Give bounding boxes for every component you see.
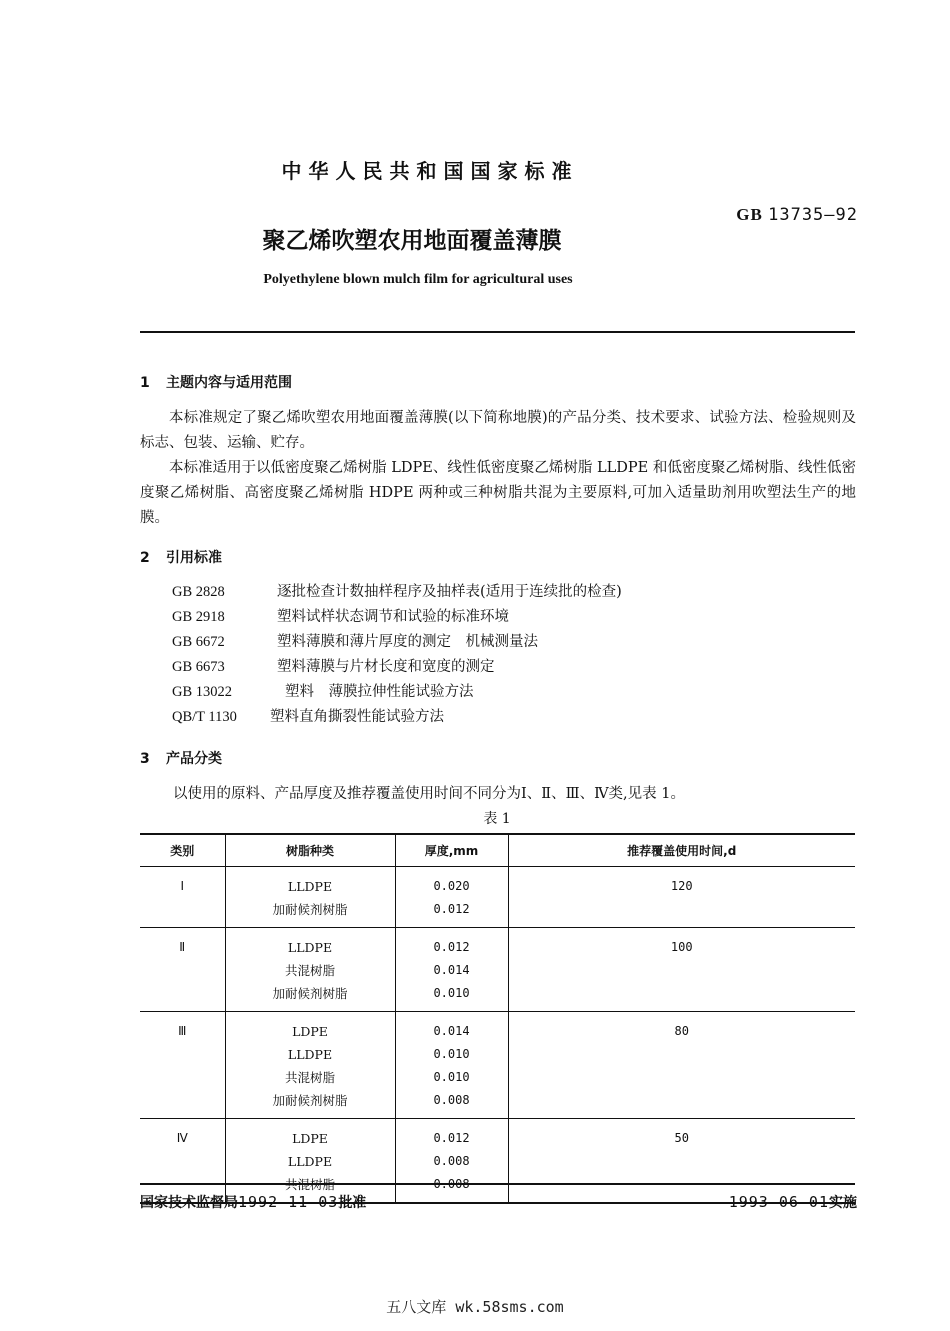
column-header-thickness: 厚度,mm [395,834,508,867]
effective-suffix: 实施 [829,1195,857,1211]
duration-value: 100 [670,940,693,954]
reference-title: 塑料薄膜与片材长度和宽度的测定 [277,659,495,675]
resin-value: 加耐候剂树脂 [272,986,348,1001]
category-value: Ⅱ [179,940,186,954]
table-row [140,867,855,928]
thickness-value: 0.014 [433,963,470,977]
issuing-organization [0,155,950,184]
thickness-value: 0.010 [433,1070,470,1084]
reference-item [172,580,622,605]
reference-code: GB 13022 [172,684,233,700]
reference-item [172,680,622,705]
title-english [0,272,950,288]
table-row [140,928,855,1012]
section-2-heading [140,547,222,567]
resin-value: LLDPE [287,1154,333,1169]
section-3-heading [140,748,222,768]
reference-title: 逐批检查计数抽样程序及抽样表(适用于连续批的检查) [277,584,622,600]
title-chinese [0,222,950,255]
thickness-value: 0.010 [433,986,470,1000]
section-1-paragraph-1: 本标准规定了聚乙烯吹塑农用地面覆盖薄膜(以下简称地膜)的产品分类、技术要求、试验方法、检验规则及标志、包装、运输、贮存。 [140,410,856,451]
cell-thickness [395,1012,508,1119]
table-caption-text: 表 1 [483,811,511,827]
header-divider [140,331,855,333]
thickness-value: 0.008 [433,1177,470,1191]
section-number: 3 [140,751,150,767]
watermark: 五八文库 wk.58sms.com [386,1298,564,1316]
reference-title: 塑料薄膜和薄片厚度的测定 机械测量法 [277,634,538,650]
footer-divider [140,1183,855,1185]
cell-category [140,1012,225,1119]
section-title: 引用标准 [166,550,222,566]
cell-category [140,867,225,928]
reference-title: 塑料 薄膜拉伸性能试验方法 [285,684,474,700]
effective-line [729,1192,857,1212]
cell-resins [225,1119,395,1204]
resin-value: LLDPE [287,879,333,894]
thickness-value: 0.020 [433,879,470,893]
thickness-value: 0.014 [433,1024,470,1038]
cell-resins [225,1012,395,1119]
section-title: 主题内容与适用范围 [166,375,292,391]
approval-date: 1992-11-03 [238,1193,339,1211]
resin-value: 共混树脂 [284,1070,335,1085]
reference-list [172,580,622,730]
duration-value: 80 [674,1024,689,1038]
cell-resins [225,867,395,928]
table-header-row [140,834,855,867]
thickness-value: 0.010 [433,1047,470,1061]
reference-code: GB 6673 [172,659,225,675]
category-value: Ⅳ [176,1131,188,1145]
organization-text: 中华人民共和国国家标准 [281,159,579,183]
cell-category [140,928,225,1012]
reference-code: GB 2828 [172,584,225,600]
cell-thickness [395,928,508,1012]
column-header-resin: 树脂种类 [225,834,395,867]
section-number: 2 [140,550,150,566]
category-value: Ⅰ [180,879,185,893]
standard-prefix: GB [736,205,763,224]
reference-item [172,605,622,630]
table-caption [0,808,950,828]
reference-title: 塑料试样状态调节和试验的标准环境 [277,609,509,625]
section-title: 产品分类 [166,751,222,767]
thickness-value: 0.008 [433,1093,470,1107]
table-row [140,1119,855,1204]
resin-value: LLDPE [287,940,333,955]
cell-duration [508,1012,855,1119]
resin-value: LDPE [292,1024,328,1039]
effective-date: 1993-06-01 [728,1193,829,1211]
standard-code: 13735—92 [768,205,858,225]
reference-item [172,630,622,655]
cell-thickness [395,1119,508,1204]
reference-item [172,655,622,680]
resin-value: 加耐候剂树脂 [272,1093,348,1108]
product-classification-table [140,833,855,1204]
cell-resins [225,928,395,1012]
section-number: 1 [140,375,150,391]
cell-duration [508,928,855,1012]
resin-value: 共混树脂 [284,1177,335,1192]
resin-value: 加耐候剂树脂 [272,902,348,917]
section-3-paragraph: 以使用的原料、产品厚度及推荐覆盖使用时间不同分为Ⅰ、Ⅱ、Ⅲ、Ⅳ类,见表 1。 [173,786,685,802]
resin-value: 共混树脂 [284,963,335,978]
section-1-paragraph-2: 本标准适用于以低密度聚乙烯树脂 LDPE、线性低密度聚乙烯树脂 LLDPE 和低密度聚乙烯树脂、线性低密度聚乙烯树脂、高密度聚乙烯树脂 HDPE 两种或三种树脂共混为主要原料,可加入适量助剂用吹塑法生产的地膜。 [140,460,856,526]
category-value: Ⅲ [178,1024,187,1038]
section-1-heading [140,372,292,392]
table-row [140,1012,855,1119]
approval-line [140,1192,366,1212]
cell-duration [508,1119,855,1204]
title-english-text: Polyethylene blown mulch film for agricultural uses [263,272,573,287]
duration-value: 120 [670,879,693,893]
column-header-category: 类别 [140,834,225,867]
cell-category [140,1119,225,1204]
resin-value: LLDPE [287,1047,333,1062]
thickness-value: 0.008 [433,1154,470,1168]
reference-code: GB 6672 [172,634,225,650]
title-chinese-text: 聚乙烯吹塑农用地面覆盖薄膜 [262,228,562,254]
approval-org: 国家技术监督局 [140,1195,238,1211]
resin-value: LDPE [292,1131,328,1146]
thickness-value: 0.012 [433,902,470,916]
thickness-value: 0.012 [433,1131,470,1145]
thickness-value: 0.012 [433,940,470,954]
reference-code: GB 2918 [172,609,225,625]
cell-duration [508,867,855,928]
reference-title: 塑料直角撕裂性能试验方法 [270,709,444,725]
cell-thickness [395,867,508,928]
reference-item [172,705,622,730]
duration-value: 50 [674,1131,689,1145]
column-header-duration: 推荐覆盖使用时间,d [508,834,855,867]
approval-suffix: 批准 [338,1195,367,1211]
reference-code: QB/T 1130 [172,709,237,725]
